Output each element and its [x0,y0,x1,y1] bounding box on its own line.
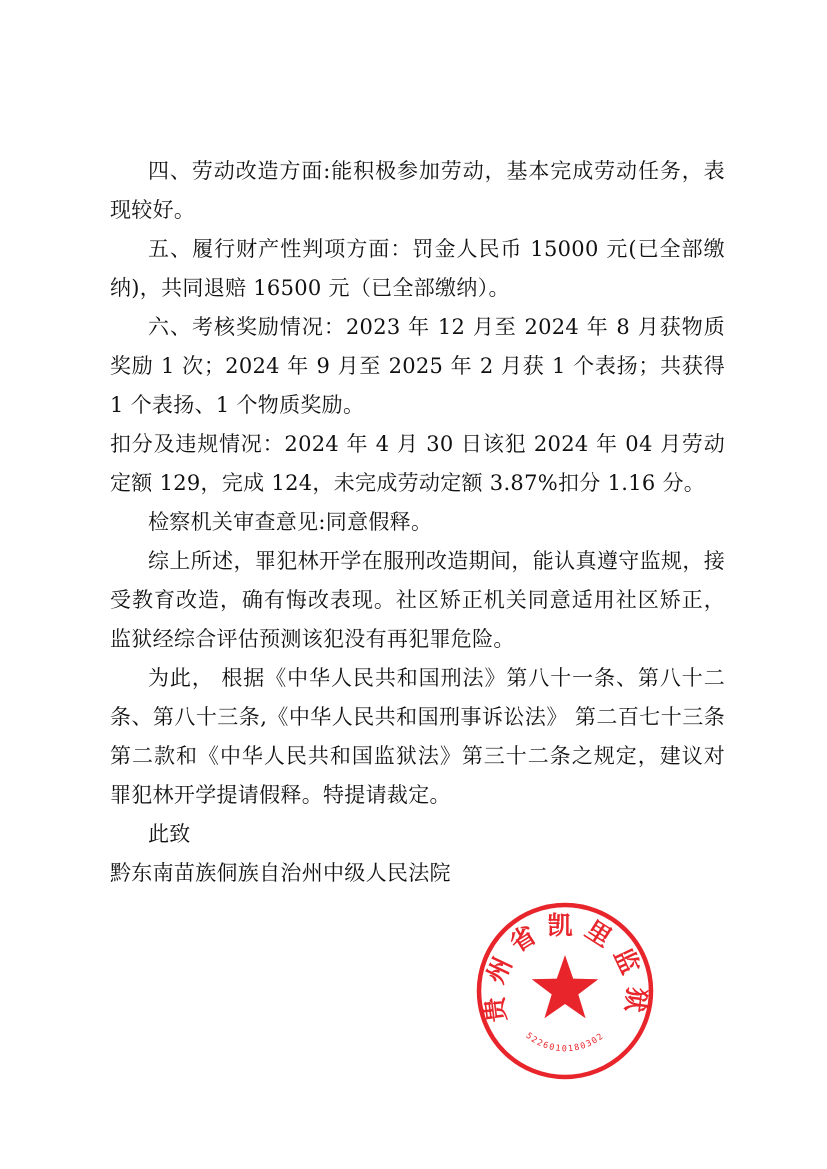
official-seal [474,900,656,1082]
paragraph-salutation: 此致 [148,822,191,846]
paragraph-deductions-violations: 扣分及违规情况：2024 年 4 月 30 日该犯 2024 年 04 月劳动定额 129，完成 124，未完成劳动定额 3.87%扣分 1.16 分。 [110,432,725,495]
paragraph-legal-basis: 为此， 根据《中华人民共和国刑法》第八十一条、第八十二条、第八十三条,《中华人民共和国刑事诉讼法》 第二百七十三条第二款和《中华人民共和国监狱法》第三十二条之规定，建议对罪犯林开学提请假释。特提请裁定。 [110,666,725,807]
paragraph-property-judgment: 五、履行财产性判项方面：罚金人民币 15000 元(已全部缴纳)，共同退赔 16500 元（已全部缴纳）。 [110,237,725,300]
paragraph-procuratorate-opinion: 检察机关审查意见:同意假释。 [148,510,433,534]
paragraph-labor-reform: 四、劳动改造方面:能积极参加劳动，基本完成劳动任务，表现较好。 [110,159,725,222]
seal-graphic [474,900,656,1082]
seal-star-icon [532,955,599,1018]
paragraph-recipient-court: 黔东南苗族侗族自治州中级人民法院 [110,861,451,885]
paragraph-assessment-rewards: 六、考核奖励情况：2023 年 12 月至 2024 年 8 月获物质奖励 1 次；2024 年 9 月至 2025 年 2 月获 1 个表扬；共获得 1 个表扬、1 个物质奖励。 [110,315,725,417]
seal-name-text: 贵州省凯里监狱 [478,910,652,1024]
paragraph-summary: 综上所述，罪犯林开学在服刑改造期间，能认真遵守监规，接受教育改造，确有悔改表现。社区矫正机关同意适用社区矫正，监狱经综合评估预测该犯没有再犯罪危险。 [110,549,725,651]
document-body [110,152,725,893]
seal-number-text: 5226010180302 [523,1030,607,1055]
